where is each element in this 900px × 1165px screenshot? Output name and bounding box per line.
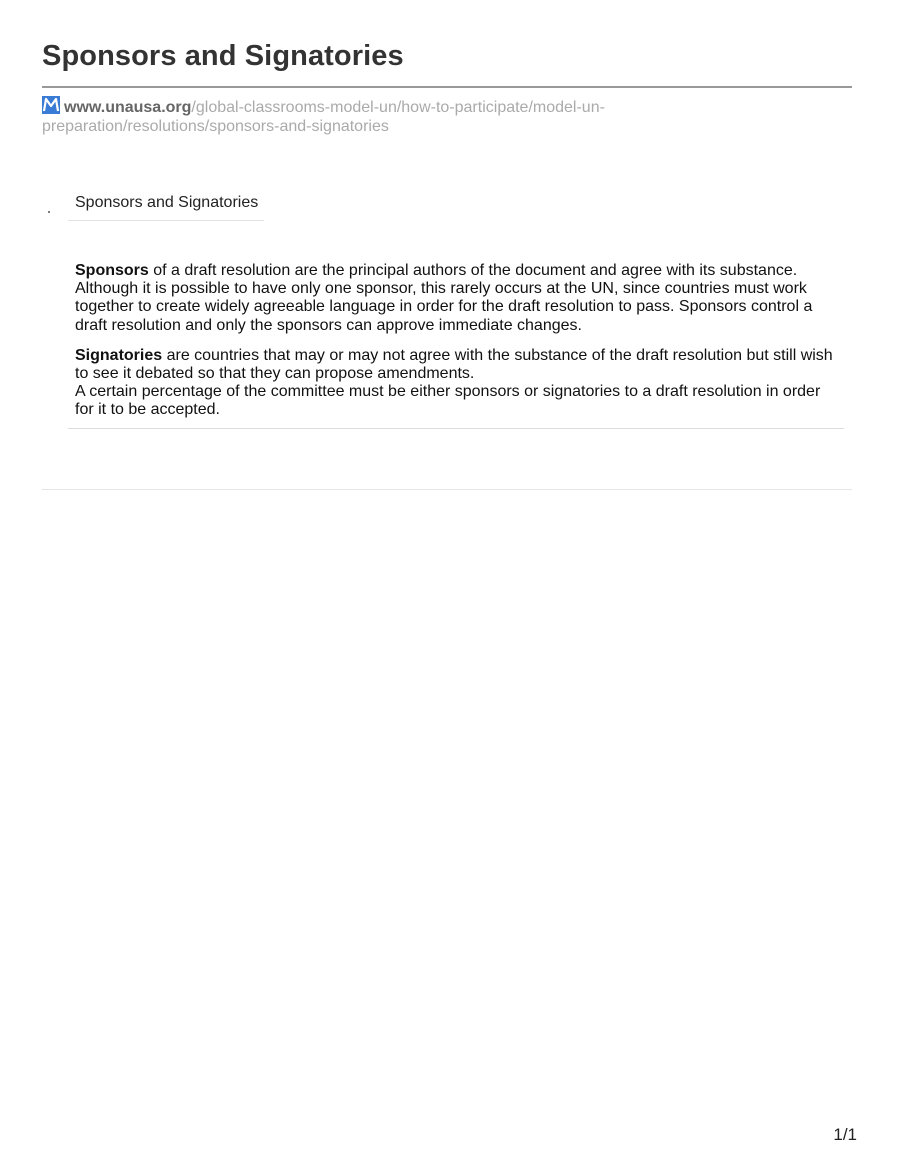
sponsors-text: of a draft resolution are the principal authors of the document and agree with its substance. Although it is possible to have only one sponsor, this rarely occurs at the UN, since countries must work together to create widely agreeable language in order for the draft resolution to pass. Sponsors control a draft resolution and only the sponsors can approve immediate changes. [75,262,813,334]
source-domain-link[interactable]: www.unausa.org [64,99,192,116]
title-divider [42,86,852,88]
content-box [68,262,844,429]
source-path: /global-classrooms-model-un/how-to-participate/model-un-preparation/resolutions/sponsors-and-signatories [42,99,605,135]
source-url [42,96,842,136]
signatories-text: are countries that may or may not agree with the substance of the draft resolution but still wish to see it debated so that they can propose amendments. [75,346,833,383]
page-number: 1/1 [833,1125,857,1144]
page-title: Sponsors and Signatories [42,40,404,72]
sponsors-term: Sponsors [75,262,149,279]
bottom-divider [42,489,852,490]
unausa-logo-icon [42,96,60,114]
section-heading: Sponsors and Signatories [68,191,264,221]
sponsors-paragraph [75,262,838,335]
signatories-paragraph [75,347,838,383]
signatories-term: Signatories [75,346,163,364]
acceptance-paragraph: A certain percentage of the committee must be either sponsors or signatories to a draft resolution in order for it to be accepted. [75,383,821,419]
bullet-dot [48,211,50,213]
